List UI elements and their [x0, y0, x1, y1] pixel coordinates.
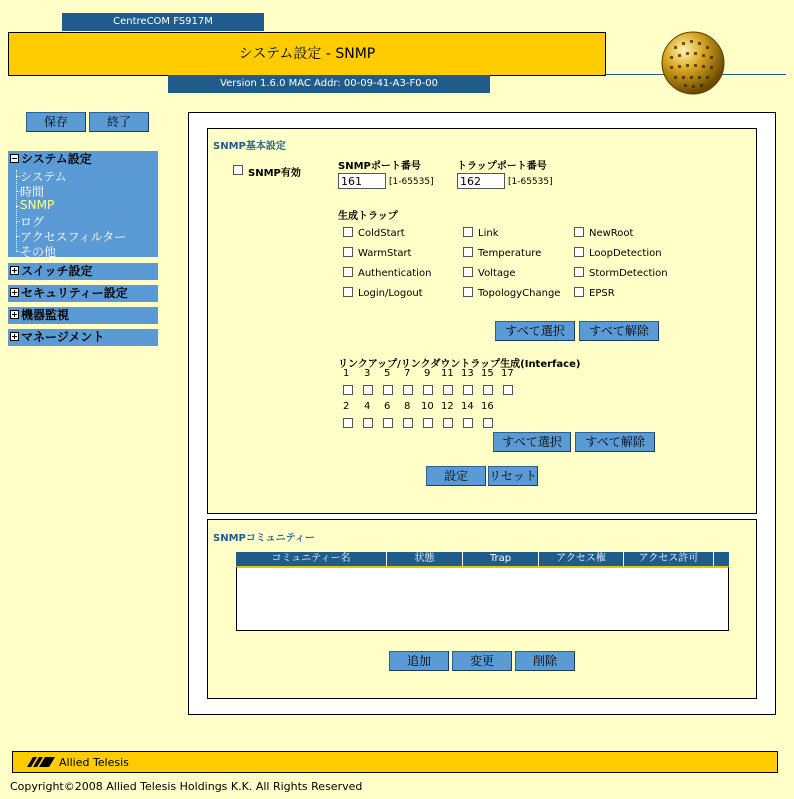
trap-label: Voltage [478, 268, 516, 279]
section-title: SNMP基本設定 [213, 141, 286, 152]
snmp-port-label: SNMPポート番号 [338, 161, 421, 172]
save-button[interactable]: 保存 [26, 112, 86, 132]
port-number-label: 4 [364, 401, 371, 412]
trap-checkbox-temperature[interactable] [463, 247, 473, 257]
sidebar-item-log[interactable]: ログ [20, 215, 45, 229]
trap-label: Login/Logout [358, 288, 423, 299]
trap-label: Authentication [358, 268, 432, 279]
port-checkbox-11[interactable] [443, 385, 453, 395]
trap-label: Link [478, 228, 499, 239]
trap-select-all-button[interactable]: すべて選択 [495, 321, 575, 341]
port-checkbox-15[interactable] [483, 385, 493, 395]
reset-button[interactable]: リセット [488, 466, 538, 486]
trap-port-input[interactable] [457, 173, 505, 189]
section-title: SNMPコミュニティー [213, 533, 315, 544]
port-number-label: 1 [343, 368, 350, 379]
port-checkbox-1[interactable] [343, 385, 353, 395]
change-button[interactable]: 変更 [452, 651, 512, 671]
trap-checkbox-warmstart[interactable] [343, 247, 353, 257]
column-header: アクセス許可 [624, 552, 714, 566]
trap-checkbox-authentication[interactable] [343, 267, 353, 277]
port-checkbox-8[interactable] [403, 418, 413, 428]
port-select-all-button[interactable]: すべて選択 [493, 432, 571, 452]
port-number-label: 12 [441, 401, 454, 412]
port-number-label: 16 [481, 401, 494, 412]
nav-device-monitor[interactable]: 機器監視 [8, 307, 158, 324]
trap-checkbox-stormdetection[interactable] [574, 267, 584, 277]
port-number-label: 15 [481, 368, 494, 379]
trap-checkbox-coldstart[interactable] [343, 227, 353, 237]
port-checkbox-9[interactable] [423, 385, 433, 395]
port-number-label: 14 [461, 401, 474, 412]
nav-security-settings[interactable]: セキュリティー設定 [8, 285, 158, 302]
port-deselect-all-button[interactable]: すべて解除 [575, 432, 655, 452]
port-number-label: 8 [404, 401, 411, 412]
port-checkbox-5[interactable] [383, 385, 393, 395]
port-number-label: 6 [384, 401, 391, 412]
sidebar-item-access-filter[interactable]: アクセスフィルター [20, 230, 127, 244]
port-number-label: 5 [384, 368, 391, 379]
trap-label: Temperature [478, 248, 542, 259]
expand-icon [10, 288, 19, 297]
port-number-label: 2 [343, 401, 350, 412]
column-header: アクセス権 [539, 552, 624, 566]
port-checkbox-16[interactable] [483, 418, 493, 428]
tree-line [16, 170, 17, 252]
collapse-icon [10, 154, 19, 163]
port-number-label: 3 [364, 368, 371, 379]
sidebar-item-system[interactable]: システム [20, 170, 67, 184]
column-header: コミュニティー名 [236, 552, 387, 566]
community-table-body[interactable] [236, 566, 729, 631]
trap-checkbox-topologychange[interactable] [463, 287, 473, 297]
port-number-label: 9 [424, 368, 431, 379]
community-table-header [236, 552, 729, 566]
trap-deselect-all-button[interactable]: すべて解除 [579, 321, 659, 341]
page-title: システム設定 - SNMP [8, 32, 606, 76]
trap-label: ColdStart [358, 228, 405, 239]
expand-icon [10, 266, 19, 275]
column-header: 状態 [387, 552, 463, 566]
port-checkbox-12[interactable] [443, 418, 453, 428]
port-checkbox-10[interactable] [423, 418, 433, 428]
sidebar-item-time[interactable]: 時間 [20, 185, 45, 199]
nav-system-settings[interactable]: システム設定 [8, 151, 158, 168]
version-info: Version 1.6.0 MAC Addr: 00-09-41-A3-F0-00 [168, 75, 490, 93]
port-checkbox-4[interactable] [363, 418, 373, 428]
expand-icon [10, 310, 19, 319]
trap-checkbox-voltage[interactable] [463, 267, 473, 277]
port-number-label: 10 [421, 401, 434, 412]
snmp-enable-checkbox[interactable] [233, 165, 243, 175]
port-checkbox-17[interactable] [503, 385, 513, 395]
apply-button[interactable]: 設定 [426, 466, 486, 486]
trap-label: TopologyChange [478, 288, 561, 299]
trap-port-range: [1-65535] [508, 177, 553, 187]
trap-checkbox-newroot[interactable] [574, 227, 584, 237]
trap-label: WarmStart [358, 248, 412, 259]
port-checkbox-2[interactable] [343, 418, 353, 428]
sidebar-item-snmp[interactable]: SNMP [20, 198, 55, 212]
trap-checkbox-loopdetection[interactable] [574, 247, 584, 257]
port-number-label: 11 [441, 368, 454, 379]
model-name: CentreCOM FS917M [62, 13, 264, 31]
port-checkbox-6[interactable] [383, 418, 393, 428]
brand-name: Allied Telesis [59, 756, 129, 769]
delete-button[interactable]: 削除 [515, 651, 575, 671]
trap-checkbox-loginlogout[interactable] [343, 287, 353, 297]
snmp-enable-label: SNMP有効 [248, 168, 301, 179]
globe-logo-icon [660, 30, 726, 96]
port-checkbox-14[interactable] [463, 418, 473, 428]
port-number-label: 17 [501, 368, 514, 379]
traps-title: 生成トラップ [338, 211, 398, 222]
snmp-port-input[interactable] [338, 173, 386, 189]
expand-icon [10, 332, 19, 341]
column-header: Trap [463, 552, 539, 566]
port-checkbox-13[interactable] [463, 385, 473, 395]
trap-port-label: トラップポート番号 [457, 161, 547, 172]
snmp-port-range: [1-65535] [389, 177, 434, 187]
link-trap-title: リンクアップ/リンクダウントラップ生成(Interface) [338, 359, 581, 370]
trap-label: EPSR [589, 288, 615, 299]
sidebar-item-other[interactable]: その他 [20, 245, 57, 259]
port-checkbox-7[interactable] [403, 385, 413, 395]
exit-button[interactable]: 終了 [89, 112, 149, 132]
port-number-label: 7 [404, 368, 411, 379]
trap-checkbox-epsr[interactable] [574, 287, 584, 297]
allied-telesis-logo-icon [27, 756, 55, 768]
trap-label: StormDetection [589, 268, 668, 279]
copyright-text: Copyright©2008 Allied Telesis Holdings K.K. All Rights Reserved [10, 780, 363, 793]
trap-checkbox-link[interactable] [463, 227, 473, 237]
add-button[interactable]: 追加 [389, 651, 449, 671]
nav-management[interactable]: マネージメント [8, 329, 158, 346]
port-number-label: 13 [461, 368, 474, 379]
nav-switch-settings[interactable]: スイッチ設定 [8, 263, 158, 280]
trap-label: NewRoot [589, 228, 634, 239]
footer-bar [12, 751, 778, 773]
trap-label: LoopDetection [589, 248, 662, 259]
port-checkbox-3[interactable] [363, 385, 373, 395]
